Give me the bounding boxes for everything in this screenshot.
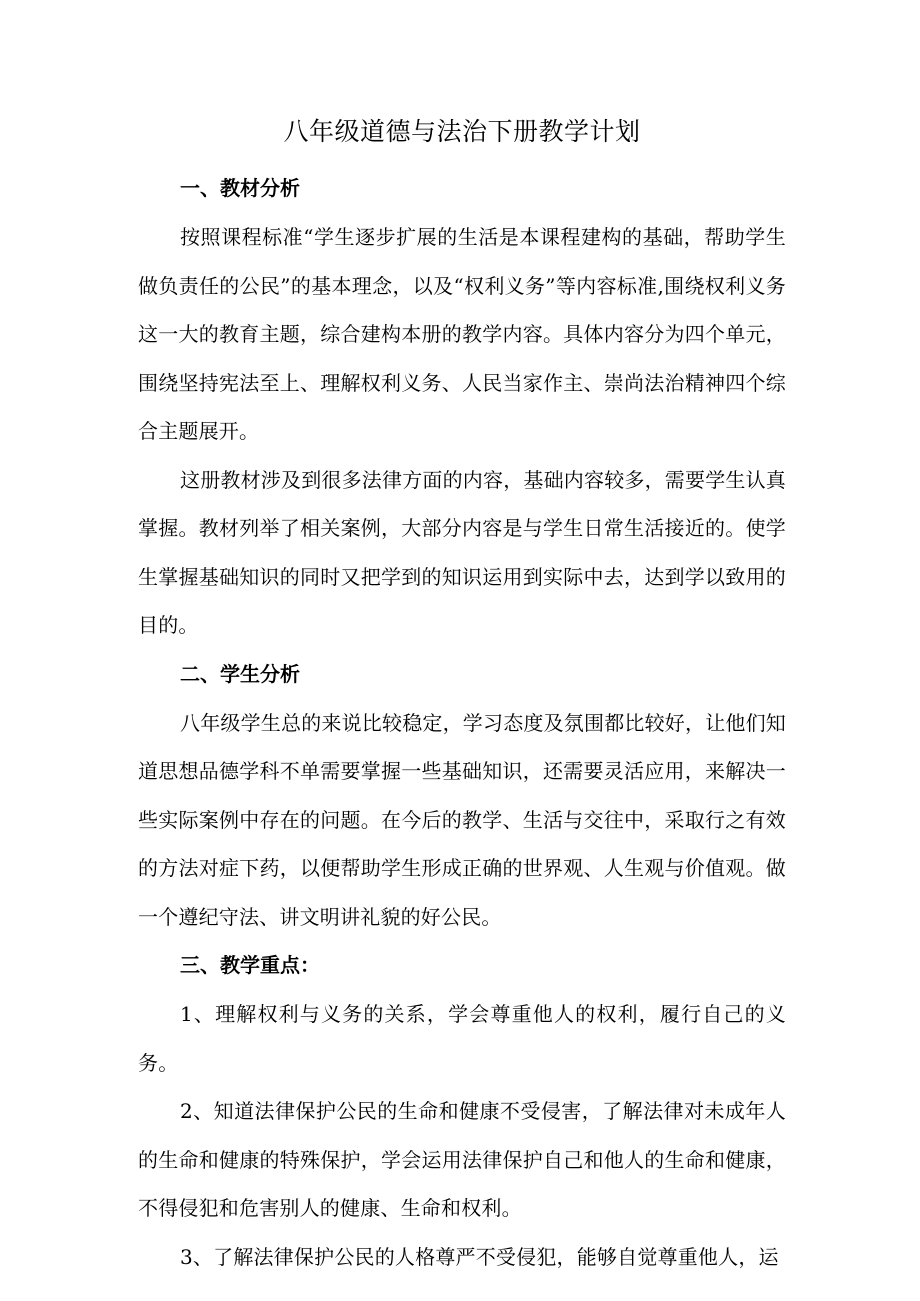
section-heading-teaching-focus: 三、教学重点： bbox=[180, 953, 320, 977]
list-item: 2、知道法律保护公民的生命和健康不受侵害，了解法律对未成年人的生命和健康的特殊保护，学会运用法律保护自己和他人的生命和健康，不得侵犯和危害别人的健康、生命和权利。 bbox=[138, 1099, 786, 1220]
section-heading-student-analysis: 二、学生分析 bbox=[180, 661, 300, 686]
list-item: 3、了解法律保护公民的人格尊严不受侵犯，能够自觉尊重他人，运 bbox=[180, 1244, 779, 1269]
document-body bbox=[138, 108, 786, 1281]
section-heading-textbook-analysis: 一、教材分析 bbox=[180, 176, 300, 200]
list-item: 1、理解权利与义务的关系，学会尊重他人的权利，履行自己的义务。 bbox=[138, 1002, 786, 1075]
paragraph: 这册教材涉及到很多法律方面的内容，基础内容较多，需要学生认真掌握。教材列举了相关案例，大部分内容是与学生日常生活接近的。使学生掌握基础知识的同时又把学到的知识运用到实际中去，达到学以致用的目的。 bbox=[138, 467, 786, 637]
paragraph: 按照课程标准“学生逐步扩展的生活是本课程建构的基础，帮助学生做负责任的公民”的基本理念，以及“权利义务”等内容标准,围绕权利义务这一大的教育主题，综合建构本册的教学内容。具体内容分为四个单元，围绕坚持宪法至上、理解权利义务、人民当家作主、崇尚法治精神四个综合主题展开。 bbox=[138, 225, 786, 443]
document-title: 八年级道德与法治下册教学计划 bbox=[283, 117, 641, 146]
paragraph: 八年级学生总的来说比较稳定，学习态度及氛围都比较好，让他们知道思想品德学科不单需要掌握一些基础知识，还需要灵活应用，来解决一些实际案例中存在的问题。在今后的教学、生活与交往中，采取行之有效的方法对症下药，以便帮助学生形成正确的世界观、人生观与价值观。做一个遵纪守法、讲文明讲礼貌的好公民。 bbox=[138, 710, 786, 929]
